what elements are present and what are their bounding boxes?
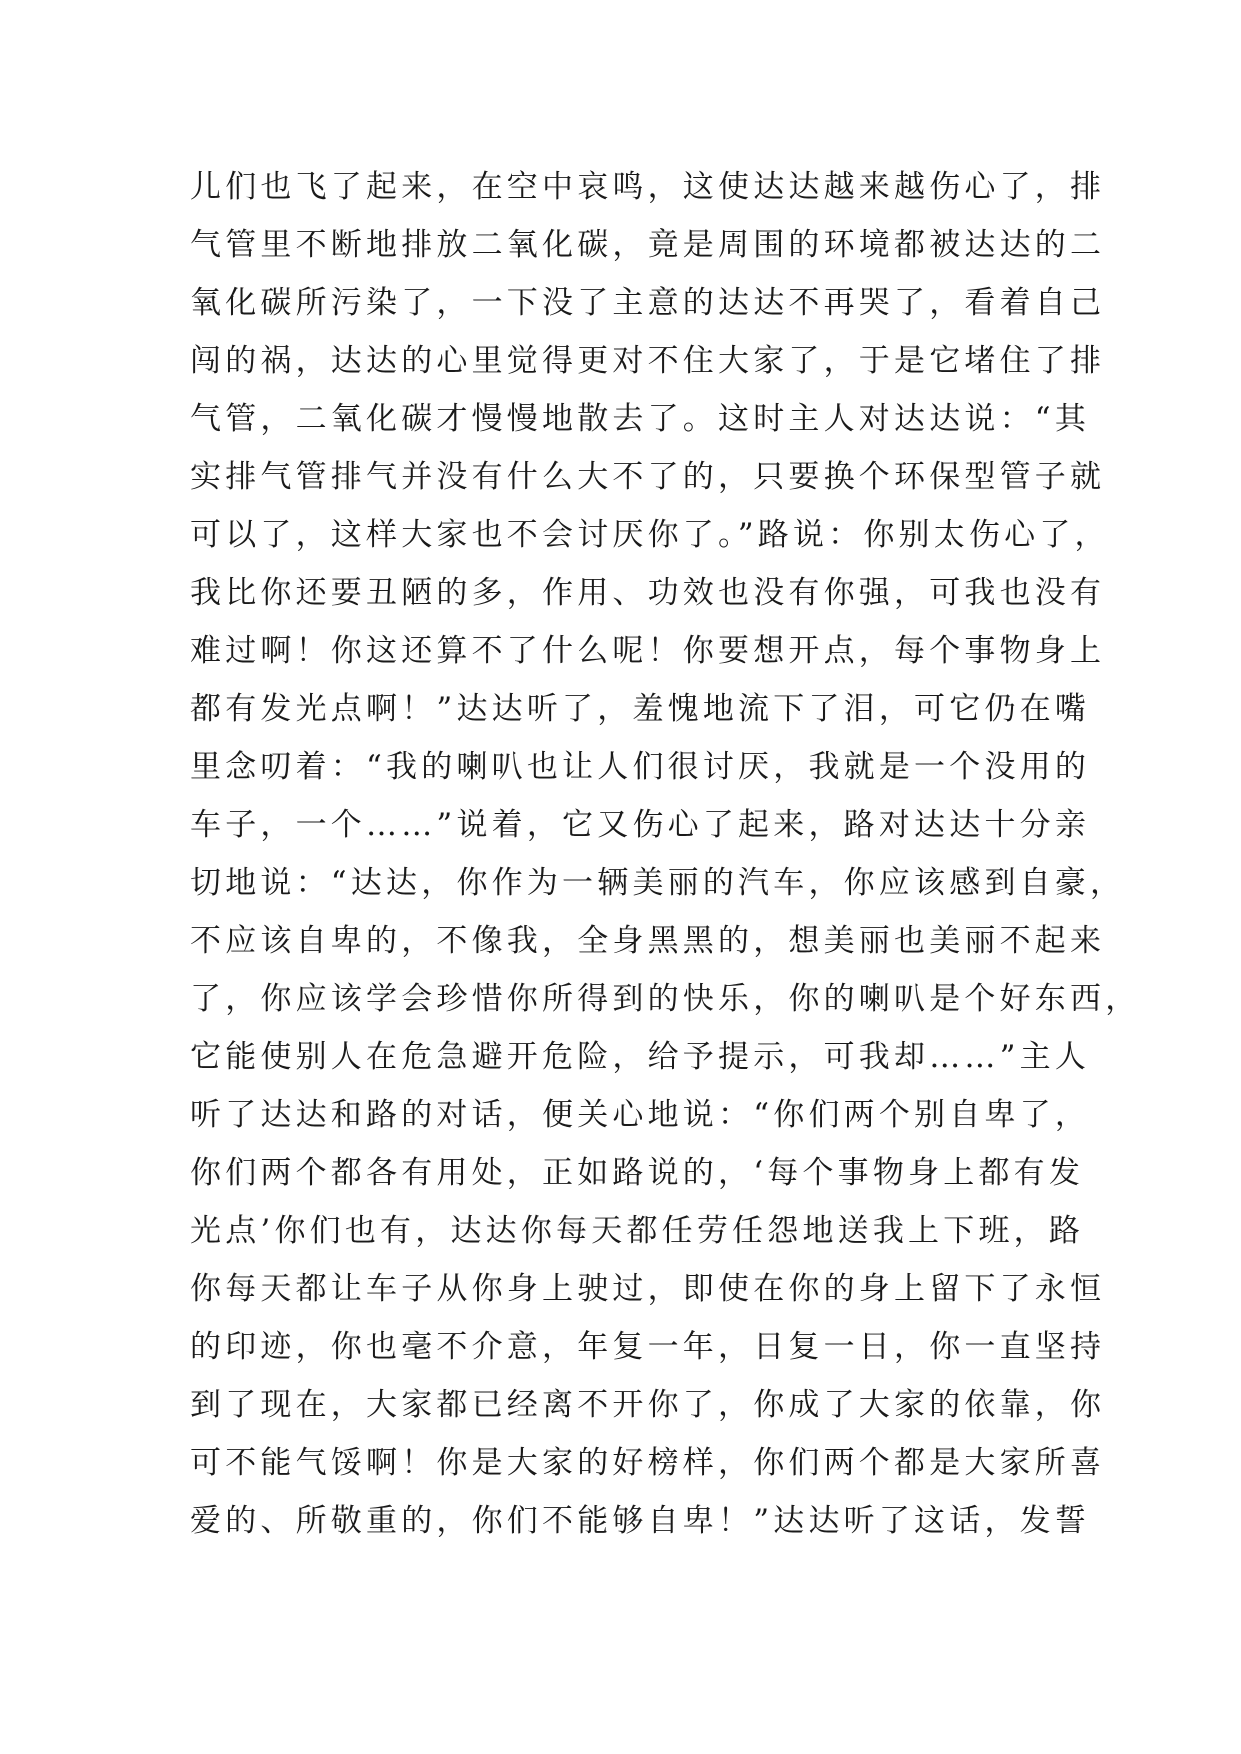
text-line: 都有发光点啊！”达达听了，羞愧地流下了泪，可它仍在嘴 [190,691,1091,727]
text-line: 闯的祸，达达的心里觉得更对不住大家了，于是它堵住了排 [190,343,1106,379]
text-line: 里念叨着：“我的喇叭也让人们很讨厌，我就是一个没用的 [190,749,1091,785]
text-line: 不应该自卑的，不像我，全身黑黑的，想美丽也美丽不起来 [190,923,1106,959]
text-line: 儿们也飞了起来，在空中哀鸣，这使达达越来越伤心了，排 [190,169,1106,205]
text-line: 我比你还要丑陋的多，作用、功效也没有你强，可我也没有 [190,575,1106,611]
text-line: 气管，二氧化碳才慢慢地散去了。这时主人对达达说：“其 [190,401,1091,437]
text-line: 你们两个都各有用处，正如路说的，‘每个事物身上都有发 [190,1155,1085,1191]
body-text [190,158,1141,1550]
text-line: 可不能气馁啊！你是大家的好榜样，你们两个都是大家所喜 [190,1445,1106,1481]
text-line: 了，你应该学会珍惜你所得到的快乐，你的喇叭是个好东西， [190,981,1141,1017]
text-line: 可以了，这样大家也不会讨厌你了。”路说：你别太伤心了， [190,517,1110,553]
text-line: 车子，一个……”说着，它又伤心了起来，路对达达十分亲 [190,807,1091,843]
text-line: 气管里不断地排放二氧化碳，竟是周围的环境都被达达的二 [190,227,1106,263]
text-line: 氧化碳所污染了，一下没了主意的达达不再哭了，看着自己 [190,285,1106,321]
text-line: 到了现在，大家都已经离不开你了，你成了大家的依靠，你 [190,1387,1106,1423]
text-line: 听了达达和路的对话，便关心地说：“你们两个别自卑了， [190,1097,1091,1133]
text-line: 切地说：“达达，你作为一辆美丽的汽车，你应该感到自豪， [190,865,1126,901]
text-line: 难过啊！你这还算不了什么呢！你要想开点，每个事物身上 [190,633,1106,669]
text-line: 实排气管排气并没有什么大不了的，只要换个环保型管子就 [190,459,1106,495]
text-line: 它能使别人在危急避开危险，给予提示，可我却……”主人 [190,1039,1091,1075]
text-line: 的印迹，你也毫不介意，年复一年，日复一日，你一直坚持 [190,1329,1106,1365]
text-line: 你每天都让车子从你身上驶过，即使在你的身上留下了永恒 [190,1271,1106,1307]
text-line: 爱的、所敬重的，你们不能够自卑！”达达听了这话，发誓 [190,1503,1091,1539]
text-line: 光点’你们也有，达达你每天都任劳任怨地送我上下班，路 [190,1213,1085,1249]
